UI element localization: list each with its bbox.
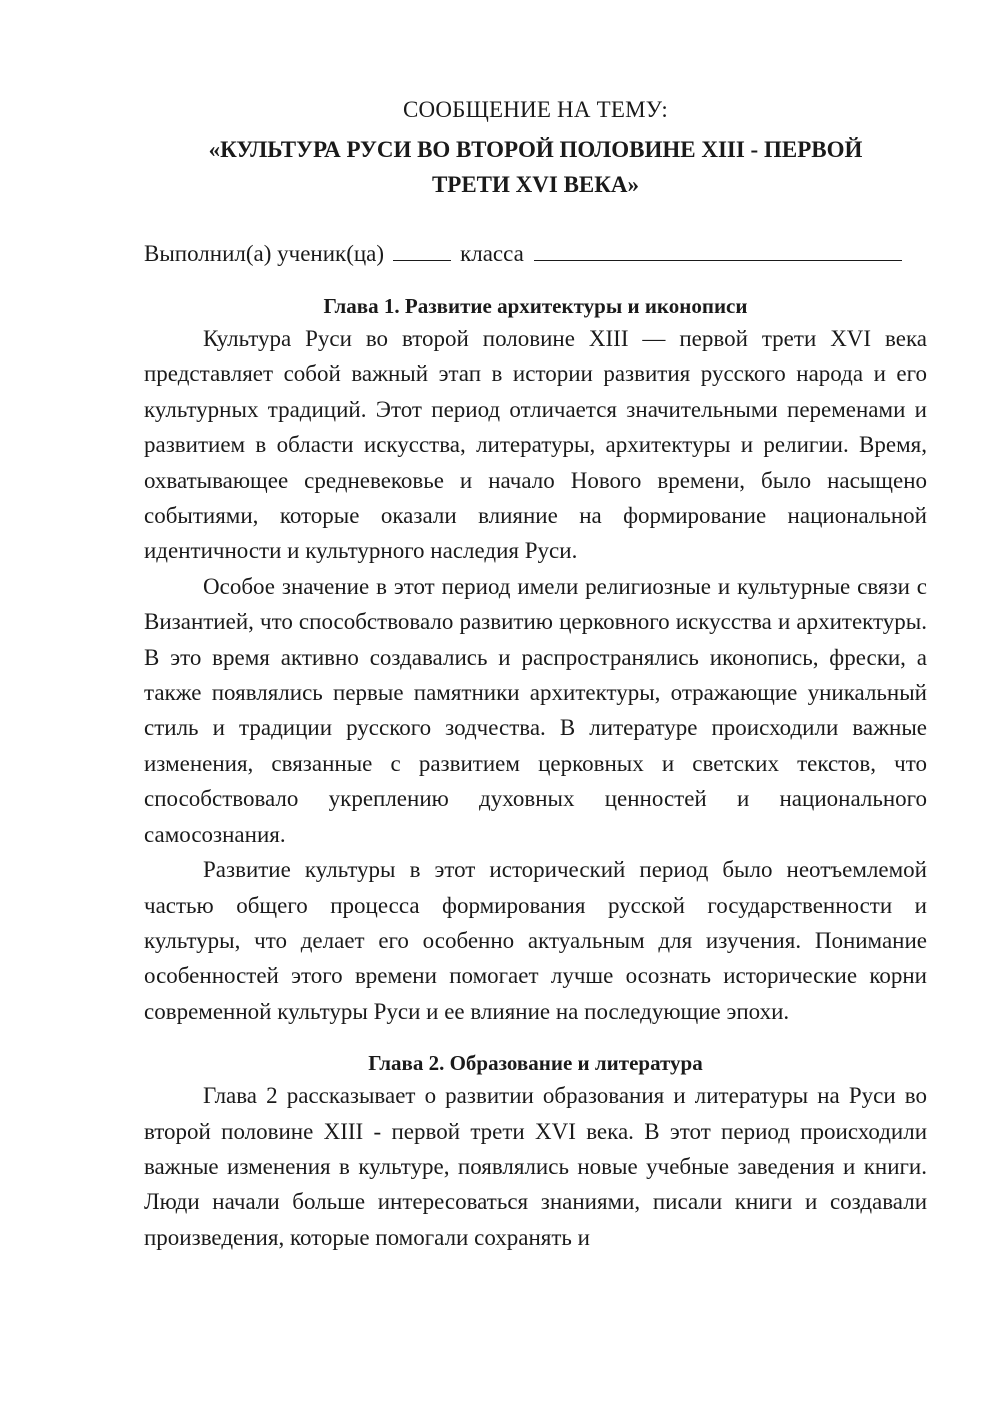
document-page xyxy=(144,92,927,1255)
subject-line: СООБЩЕНИЕ НА ТЕМУ: xyxy=(403,97,668,122)
chapter-1-title: Глава 1. Развитие архитектуры и иконописи xyxy=(323,294,748,318)
chapter-2-title: Глава 2. Образование и литература xyxy=(368,1051,703,1076)
student-line xyxy=(144,236,927,271)
student-name-blank[interactable] xyxy=(534,238,902,261)
chapter-1-paragraph: Развитие культуры в этот исторический период было неотъемлемой частью общего процесса формирования русской государственности и культуры, что делает его особенно актуальным для изучения. Понимание особенностей этого времени помогает лучше осознать исторические корни современной культуры Руси и ее влияние на последующие эпохи. xyxy=(144,857,927,1024)
student-label: Выполнил(а) ученик(ца) xyxy=(144,241,385,266)
document-title: «КУЛЬТУРА РУСИ ВО ВТОРОЙ ПОЛОВИНЕ XIII - ПЕРВОЙ ТРЕТИ XVI ВЕКА» xyxy=(208,137,863,197)
chapter-2-paragraph: Глава 2 рассказывает о развитии образования и литературы на Руси во второй половине XIII - первой трети XVI века. В этот период происходили важные изменения в культуре, появлялись новые учебные заведения и книги. Люди начали больше интересоваться знаниями, писали книги и создавали произведения, которые помогали сохранять и xyxy=(144,1083,927,1250)
chapter-1-paragraph: Культура Руси во второй половине XIII — первой трети XVI века представляет собой важный этап в истории развития русского народа и его культурных традиций. Этот период отличается значительными переменами и развитием в области искусства, литературы, архитектуры и религии. Время, охватывающее средневековье и начало Нового времени, было насыщено событиями, которые оказали влияние на формирование национальной идентичности и культурного наследия Руси. xyxy=(144,326,927,564)
class-label: класса xyxy=(460,241,524,266)
class-number-blank[interactable] xyxy=(393,238,451,261)
chapter-1-paragraph: Особое значение в этот период имели религиозные и культурные связи с Византией, что способствовало развитию церковного искусства и архитектуры. В это время активно создавались и распространялись иконопись, фрески, а также появлялись первые памятники архитектуры, отражающие уникальный стиль и традиции русского зодчества. В литературе происходили важные изменения, связанные с развитием церковных и светских текстов, что способствовало укреплению духовных ценностей и национального самосознания. xyxy=(144,573,927,847)
